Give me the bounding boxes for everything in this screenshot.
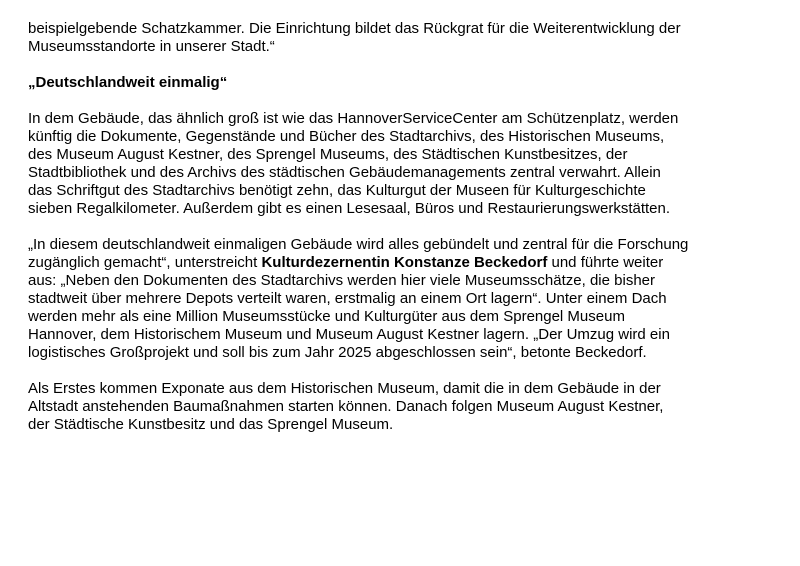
text-line: aus: „Neben den Dokumenten des Stadtarchivs werden hier viele Museumsschätze, die bisher (28, 272, 655, 289)
text-line: Altstadt anstehenden Baumaßnahmen starten können. Danach folgen Museum August Kestner, (28, 398, 664, 415)
text-line: beispielgebende Schatzkammer. Die Einrichtung bildet das Rückgrat für die Weiterentwicklung der (28, 20, 681, 37)
text-line: der Städtische Kunstbesitz und das Sprengel Museum. (28, 416, 394, 433)
text-line: sieben Regalkilometer. Außerdem gibt es einen Lesesaal, Büros und Restaurierungswerkstätten. (28, 200, 671, 217)
text-line: das Schriftgut des Stadtarchivs benötigt zehn, das Kulturgut der Museen für Kulturgeschichte (28, 182, 646, 199)
text-line: Hannover, dem Historischem Museum und Museum August Kestner lagern. „Der Umzug wird ein (28, 326, 670, 343)
text-line: In dem Gebäude, das ähnlich groß ist wie das HannoverServiceCenter am Schützenplatz, werden (28, 110, 679, 127)
text-line: „In diesem deutschlandweit einmaligen Gebäude wird alles gebündelt und zentral für die Forschung (28, 236, 689, 253)
text-segment: und führte weiter (547, 254, 664, 271)
text-line: werden mehr als eine Million Museumsstücke und Kulturgüter aus dem Sprengel Museum (28, 308, 625, 325)
text-segment: zugänglich gemacht“, unterstreicht (28, 254, 262, 271)
bold-name: Kulturdezernentin Konstanze Beckedorf (261, 254, 548, 271)
text-line: Als Erstes kommen Exponate aus dem Historischen Museum, damit die in dem Gebäude in der (28, 380, 661, 397)
text-line: künftig die Dokumente, Gegenstände und Bücher des Stadtarchivs, des Historischen Museums, (28, 128, 665, 145)
intro-paragraph (28, 20, 788, 56)
text-line: stadtweit über mehrere Depots verteilt waren, erstmalig an einem Ort lagern“. Unter einem Dach (28, 290, 667, 307)
section-heading: „Deutschlandweit einmalig“ (28, 74, 228, 91)
paragraph-quote (28, 236, 788, 362)
text-line: Stadtbibliothek und des Archivs des städtischen Gebäudemanagements zentral verwahrt. Allein (28, 164, 661, 181)
text-line: des Museum August Kestner, des Sprengel Museums, des Städtischen Kunstbesitzes, der (28, 146, 628, 163)
text-line: Museumsstandorte in unserer Stadt.“ (28, 38, 275, 55)
text-line: logistisches Großprojekt und soll bis zum Jahr 2025 abgeschlossen sein“, betonte Beckedorf. (28, 344, 647, 361)
document-page (28, 20, 788, 452)
paragraph-building (28, 110, 788, 218)
paragraph-exhibits (28, 380, 788, 434)
